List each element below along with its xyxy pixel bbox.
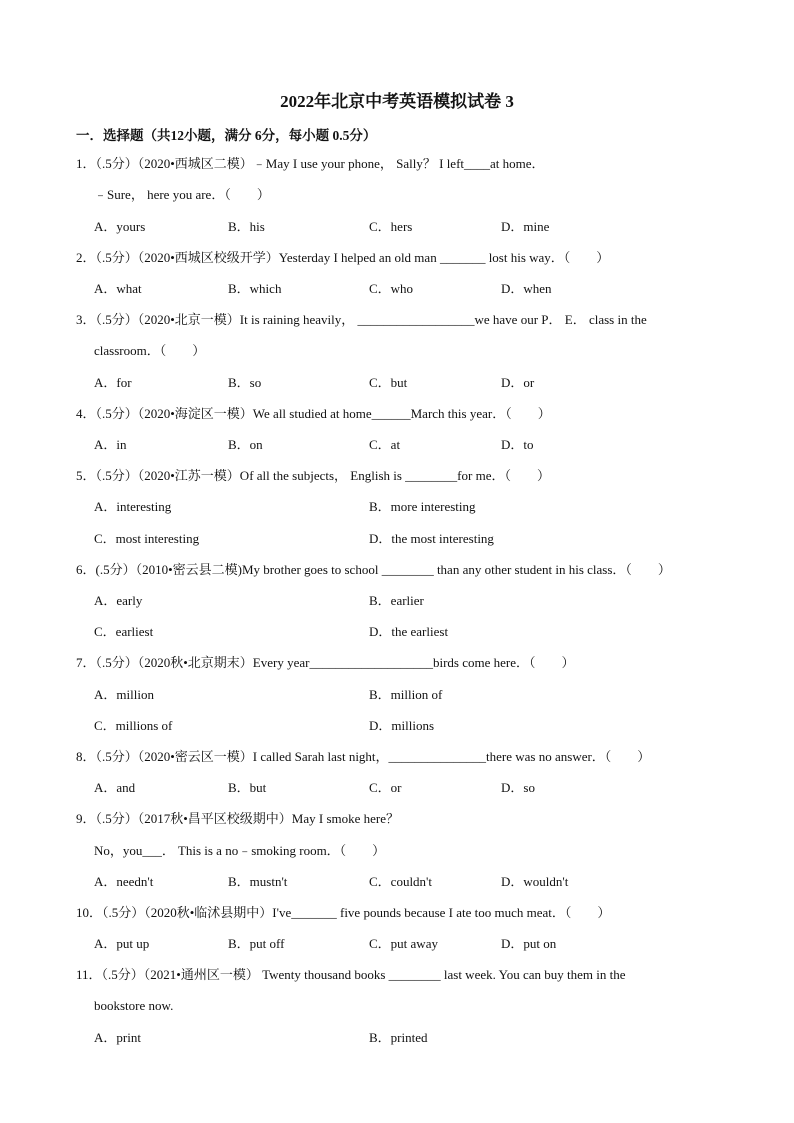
question-10-stem: 10．（.5分）（2020秋•临沭县期中）I've_______ five pounds because I ate too much meat．（ ） bbox=[76, 905, 611, 920]
question-8-option-b[interactable]: B．but bbox=[228, 780, 267, 795]
question-2-option-c[interactable]: C．who bbox=[369, 281, 414, 296]
question-10-option-d[interactable]: D．put on bbox=[501, 936, 557, 951]
exam-title: 2022年北京中考英语模拟试卷 3 bbox=[280, 92, 514, 111]
question-8-option-d[interactable]: D．so bbox=[501, 780, 535, 795]
question-11-stem-cont: bookstore now. bbox=[94, 998, 174, 1013]
question-5-option-c[interactable]: C．most interesting bbox=[94, 531, 200, 546]
question-5-stem: 5．（.5分）（2020•江苏一模）Of all the subjects， English is ________for me．（ ） bbox=[76, 468, 550, 483]
question-9-option-b[interactable]: B．mustn't bbox=[228, 874, 288, 889]
question-3-option-a[interactable]: A．for bbox=[94, 375, 132, 390]
question-8-option-a[interactable]: A．and bbox=[94, 780, 136, 795]
question-3-option-d[interactable]: D．or bbox=[501, 375, 535, 390]
question-4-option-a[interactable]: A．in bbox=[94, 437, 127, 452]
question-1-option-a[interactable]: A．yours bbox=[94, 219, 146, 234]
question-2-option-d[interactable]: D．when bbox=[501, 281, 552, 296]
section-heading: 一．选择题（共12小题，满分 6分，每小题 0.5分） bbox=[76, 128, 377, 143]
question-2-stem: 2．（.5分）（2020•西城区校级开学）Yesterday I helped an old man _______ lost his way．（ ） bbox=[76, 250, 610, 265]
question-1-option-b[interactable]: B．his bbox=[228, 219, 265, 234]
question-7-option-c[interactable]: C．millions of bbox=[94, 718, 173, 733]
question-6-option-b[interactable]: B．earlier bbox=[369, 593, 424, 608]
question-9-stem: 9．（.5分）（2017秋•昌平区校级期中）May I smoke here？ bbox=[76, 811, 400, 826]
question-11-option-b[interactable]: B．printed bbox=[369, 1030, 428, 1045]
question-11-stem: 11．（.5分）（2021•通州区一模） Twenty thousand books ________ last week. You can buy them in the bbox=[76, 967, 626, 982]
question-3-option-b[interactable]: B．so bbox=[228, 375, 262, 390]
question-1-stem: 1．（.5分）（2020•西城区二模）﹣May I use your phone， Sally？ I left____at home． bbox=[76, 156, 545, 171]
question-4-option-c[interactable]: C．at bbox=[369, 437, 401, 452]
question-6-option-d[interactable]: D．the earliest bbox=[369, 624, 449, 639]
question-6-option-c[interactable]: C．earliest bbox=[94, 624, 154, 639]
question-3-option-c[interactable]: C．but bbox=[369, 375, 408, 390]
question-9-stem-cont: No，you___． This is a no﹣smoking room．（ ） bbox=[94, 843, 386, 858]
question-1-option-c[interactable]: C．hers bbox=[369, 219, 413, 234]
question-10-option-b[interactable]: B．put off bbox=[228, 936, 285, 951]
question-7-stem: 7．（.5分）（2020秋•北京期末）Every year___________________birds come here．（ ） bbox=[76, 655, 575, 670]
question-5-option-d[interactable]: D．the most interesting bbox=[369, 531, 494, 546]
question-11-option-a[interactable]: A．print bbox=[94, 1030, 141, 1045]
question-2-option-b[interactable]: B．which bbox=[228, 281, 282, 296]
question-5-option-a[interactable]: A．interesting bbox=[94, 499, 172, 514]
question-9-option-d[interactable]: D．wouldn't bbox=[501, 874, 569, 889]
question-10-option-a[interactable]: A．put up bbox=[94, 936, 150, 951]
question-1-stem-cont: ﹣Sure， here you are．（ ） bbox=[94, 187, 270, 202]
question-3-stem-cont: classroom．（ ） bbox=[94, 343, 206, 358]
question-4-option-d[interactable]: D．to bbox=[501, 437, 534, 452]
question-7-option-b[interactable]: B．million of bbox=[369, 687, 443, 702]
question-8-option-c[interactable]: C．or bbox=[369, 780, 402, 795]
question-9-option-c[interactable]: C．couldn't bbox=[369, 874, 433, 889]
question-10-option-c[interactable]: C．put away bbox=[369, 936, 438, 951]
question-8-stem: 8．（.5分）（2020•密云区一模）I called Sarah last night，_______________there was no answer．（ ） bbox=[76, 749, 651, 764]
question-7-option-a[interactable]: A．million bbox=[94, 687, 154, 702]
question-7-option-d[interactable]: D．millions bbox=[369, 718, 435, 733]
question-5-option-b[interactable]: B．more interesting bbox=[369, 499, 476, 514]
question-1-option-d[interactable]: D．mine bbox=[501, 219, 550, 234]
question-6-option-a[interactable]: A．early bbox=[94, 593, 143, 608]
question-4-option-b[interactable]: B．on bbox=[228, 437, 263, 452]
question-4-stem: 4．（.5分）（2020•海淀区一模）We all studied at home______March this year．（ ） bbox=[76, 406, 551, 421]
question-3-stem: 3．（.5分）（2020•北京一模）It is raining heavily， __________________we have our P． E． class in the bbox=[76, 312, 647, 327]
question-2-option-a[interactable]: A．what bbox=[94, 281, 142, 296]
question-9-option-a[interactable]: A．needn't bbox=[94, 874, 154, 889]
question-6-stem: 6．(.5分）（2010•密云县二模)My brother goes to school ________ than any other student in his class．（ ） bbox=[76, 562, 671, 577]
